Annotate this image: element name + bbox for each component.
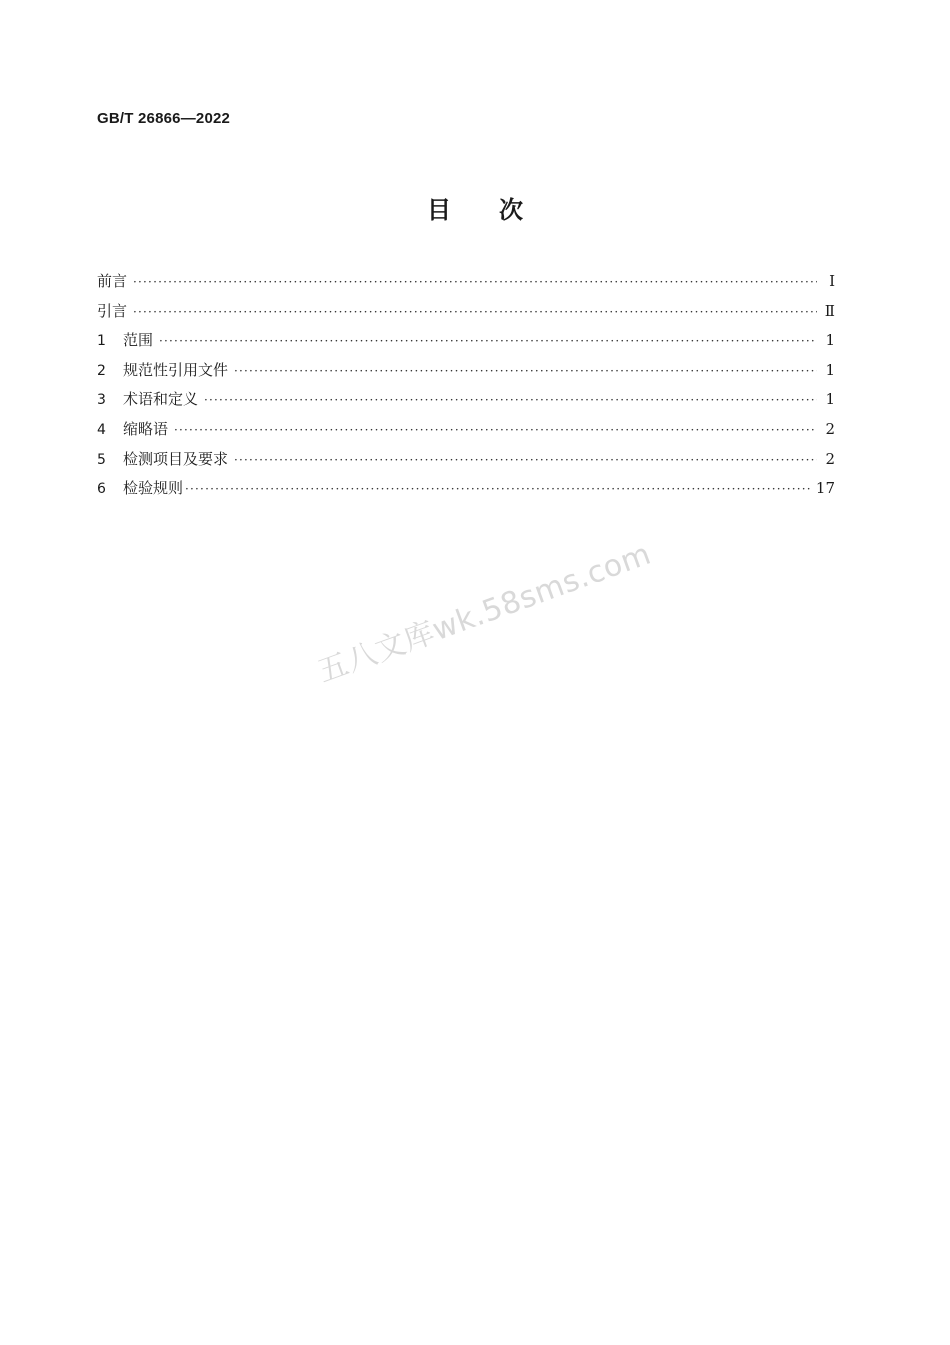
toc-entry-label: 前言 [97, 272, 128, 290]
toc-entry-page: Ⅱ [824, 301, 835, 320]
toc-entry-label: 规范性引用文件 [123, 360, 229, 379]
toc-entry-test-items[interactable] [97, 448, 835, 478]
toc-entry-foreword[interactable] [97, 270, 835, 300]
toc-entry-number: 6 [97, 481, 106, 498]
toc-entry-scope[interactable] [97, 329, 835, 359]
watermark: 五八文库wk.58sms.com [313, 536, 656, 690]
table-of-contents [97, 270, 835, 507]
standard-code: GB/T 26866—2022 [97, 110, 231, 127]
toc-entry-page: 1 [825, 331, 835, 350]
toc-entry-number: 5 [97, 451, 106, 468]
toc-entry-label: 检测项目及要求 [123, 449, 229, 468]
toc-entry-label: 检验规则 [123, 479, 184, 498]
toc-entry-introduction[interactable] [97, 300, 835, 330]
toc-entry-number: 1 [97, 333, 106, 350]
toc-entry-page: 2 [825, 419, 835, 438]
toc-entry-label: 缩略语 [123, 419, 169, 438]
toc-entry-number: 2 [97, 362, 106, 379]
toc-entry-label: 范围 [123, 331, 154, 350]
toc-leader-dots [159, 334, 817, 348]
toc-entry-normative-references[interactable] [97, 359, 835, 389]
toc-leader-dots [133, 305, 817, 319]
toc-entry-page: 2 [825, 449, 835, 468]
toc-entry-label: 术语和定义 [123, 390, 199, 409]
title-char-2: 次 [499, 196, 523, 224]
toc-entry-inspection-rules[interactable] [97, 477, 835, 507]
toc-entry-number: 3 [97, 392, 106, 409]
toc-entry-abbreviations[interactable] [97, 418, 835, 448]
toc-entry-page: 17 [815, 479, 835, 498]
toc-entry-page: 1 [825, 390, 835, 409]
toc-entry-label: 引言 [97, 301, 128, 320]
page-title [0, 190, 950, 225]
title-char-1: 目 [427, 196, 451, 224]
toc-entry-page: Ⅰ [829, 272, 835, 290]
toc-entry-terms-definitions[interactable] [97, 388, 835, 418]
toc-entry-number: 4 [97, 421, 106, 438]
toc-leader-dots [204, 393, 817, 407]
toc-leader-dots [234, 453, 817, 467]
toc-leader-dots [174, 423, 817, 437]
toc-leader-dots [234, 364, 817, 378]
toc-leader-dots [133, 275, 817, 289]
toc-entry-page: 1 [825, 360, 835, 379]
toc-leader-dots [185, 482, 810, 496]
